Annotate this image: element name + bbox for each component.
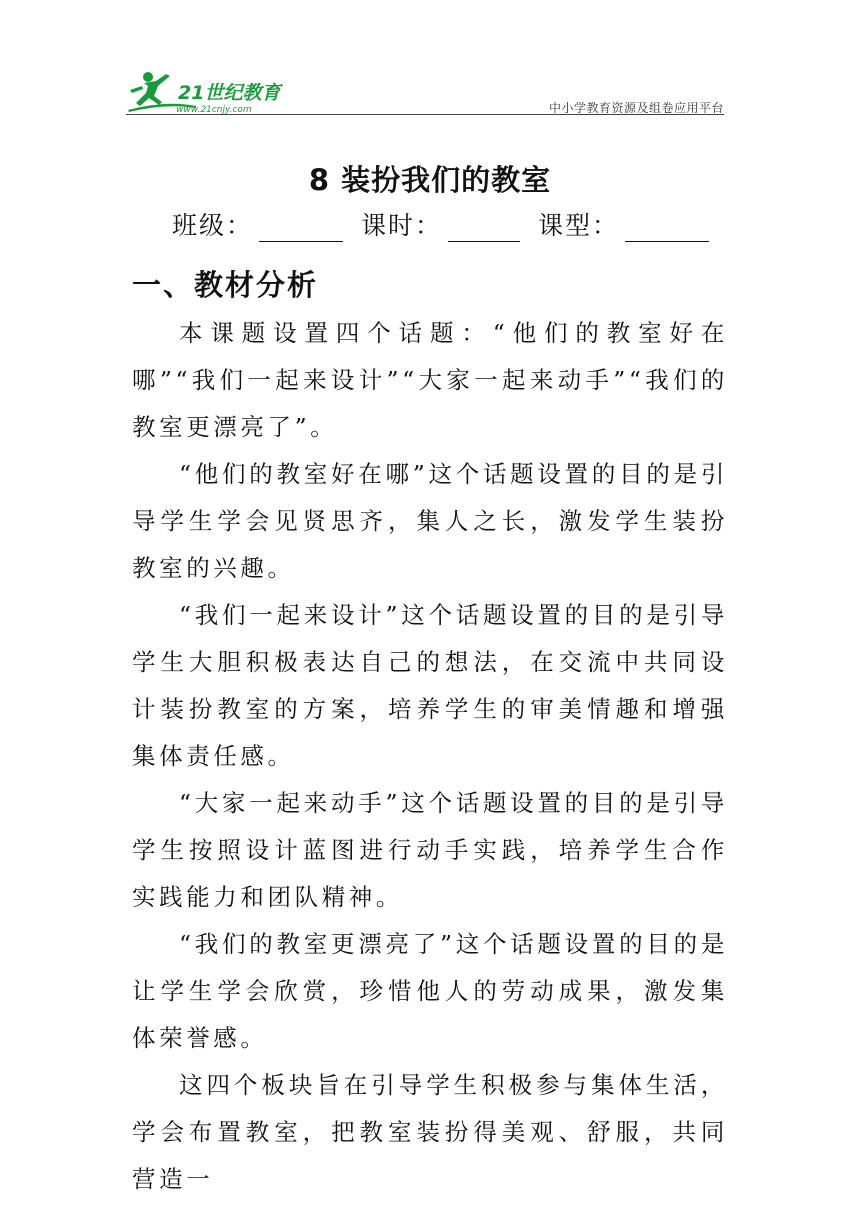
- paragraph: 这四个板块旨在引导学生积极参与集体生活，学会布置教室，把教室装扮得美观、舒服，共同营造一: [132, 1071, 728, 1193]
- header-divider: [126, 114, 724, 115]
- class-blank[interactable]: [259, 215, 343, 242]
- logo: [126, 66, 296, 116]
- paragraph: “他们的教室好在哪”这个话题设置的目的是引导学生学会见贤思齐，集人之长，激发学生装扮教室的兴趣。: [132, 460, 728, 582]
- paragraph: 本课题设置四个话题：“他们的教室好在哪”“我们一起来设计”“大家一起来动手”“我们的教室更漂亮了”。: [132, 319, 728, 441]
- paragraph: “我们一起来设计”这个话题设置的目的是引导学生大胆积极表达自己的想法，在交流中共同设计装扮教室的方案，培养学生的审美情趣和增强集体责任感。: [132, 601, 728, 770]
- section-body: [132, 310, 728, 1203]
- document-title: 8 装扮我们的教室: [308, 163, 552, 197]
- period-blank[interactable]: [448, 215, 520, 242]
- platform-name: 中小学教育资源及组卷应用平台: [548, 101, 724, 115]
- lesson-info-row: [172, 206, 717, 242]
- paragraph: “大家一起来动手”这个话题设置的目的是引导学生按照设计蓝图进行动手实践，培养学生合作实践能力和团队精神。: [132, 789, 728, 911]
- runner-logo-icon: [126, 66, 296, 116]
- logo-main-text: 21世纪教育: [178, 82, 281, 104]
- section-heading-analysis: 一、教材分析: [132, 268, 319, 302]
- type-blank[interactable]: [625, 215, 709, 242]
- logo-url-text: www.21cnjy.com: [176, 105, 252, 115]
- type-label: 课型：: [537, 211, 619, 240]
- period-label: 课时：: [360, 211, 442, 240]
- page-header: [126, 66, 724, 116]
- paragraph: “我们的教室更漂亮了”这个话题设置的目的是让学生学会欣赏，珍惜他人的劳动成果，激发集体荣誉感。: [132, 930, 728, 1052]
- class-label: 班级：: [172, 211, 254, 240]
